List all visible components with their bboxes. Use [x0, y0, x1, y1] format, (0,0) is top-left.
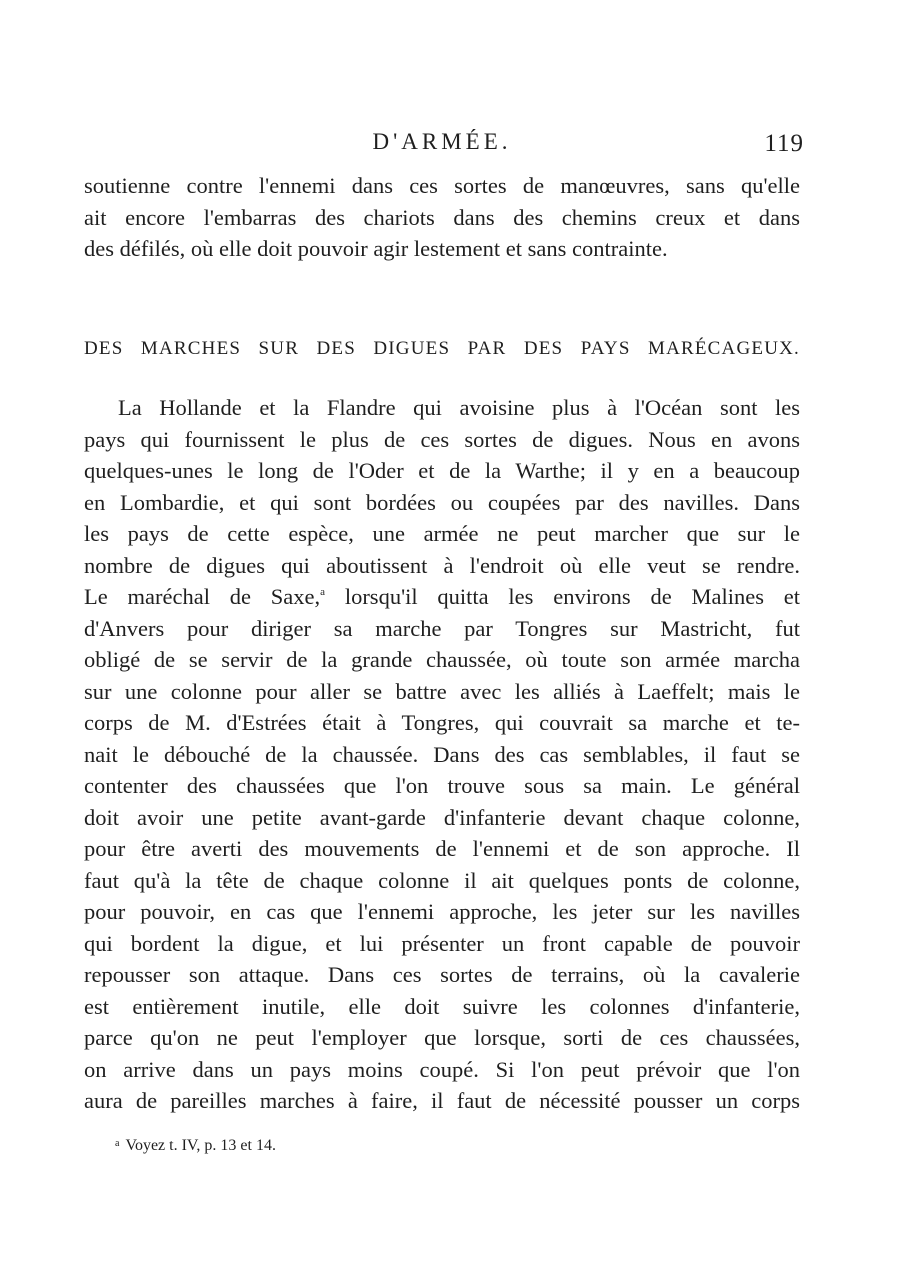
- text-line: nait le débouché de la chaussée. Dans des cas semblables, il faut se: [84, 741, 800, 767]
- continuation-paragraph: [84, 170, 800, 265]
- text-line: les pays de cette espèce, une armée ne peut marcher que sur le: [84, 521, 800, 546]
- text-line: pour être averti des mouvements de l'ennemi et de son approche. Il: [84, 836, 800, 861]
- text-line: aura de pareilles marches à faire, il faut de nécessité pousser un corps: [84, 1088, 800, 1113]
- text-line: parce qu'on ne peut l'employer que lorsque, sorti de ces chaussées,: [84, 1025, 800, 1050]
- text-line: faut qu'à la tête de chaque colonne il ait quelques ponts de colonne,: [84, 867, 800, 893]
- footnote: [115, 1131, 276, 1159]
- text-line: pour pouvoir, en cas que l'ennemi approche, les jeter sur les navilles: [84, 899, 800, 924]
- text-line-content: La Hollande et la Flandre qui avoisine plus à l'Océan sont les: [118, 395, 800, 420]
- section-heading: DES MARCHES SUR DES DIGUES PAR DES PAYS MARÉCAGEUX.: [84, 338, 800, 359]
- text-line: d'Anvers pour diriger sa marche par Tongres sur Mastricht, fut: [84, 615, 800, 641]
- text-line: on arrive dans un pays moins coupé. Si l'on peut prévoir que l'on: [84, 1056, 800, 1082]
- text-line: ait encore l'embarras des chariots dans des chemins creux et dans: [84, 204, 800, 230]
- text-line-content: Le maréchal de Saxe,: [84, 584, 321, 609]
- text-line: en Lombardie, et qui sont bordées ou coupées par des navilles. Dans: [84, 489, 800, 515]
- footnote-mark: a: [115, 1138, 120, 1149]
- text-line: contenter des chaussées que l'on trouve sous sa main. Le général: [84, 773, 800, 798]
- text-line: obligé de se servir de la grande chaussée, où toute son armée marcha: [84, 647, 800, 672]
- text-line: pays qui fournissent le plus de ces sortes de digues. Nous en avons: [84, 426, 800, 452]
- text-line: repousser son attaque. Dans ces sortes de terrains, où la cavalerie: [84, 962, 800, 987]
- running-head: [84, 124, 804, 160]
- text-line: [84, 392, 800, 424]
- footnote-reference: a: [320, 586, 326, 598]
- text-line: corps de M. d'Estrées était à Tongres, qui couvrait sa marche et te-: [84, 710, 800, 735]
- text-line: [84, 581, 800, 613]
- text-line: nombre de digues qui aboutissent à l'endroit où elle veut se rendre.: [84, 552, 800, 578]
- footnote-text: Voyez t. IV, p. 13 et 14.: [125, 1137, 276, 1154]
- running-title: D'ARMÉE.: [372, 129, 512, 154]
- section-paragraph: [84, 392, 800, 1117]
- text-line-content: lorsqu'il quitta les environs de Malines et: [344, 584, 800, 609]
- page-number: 119: [764, 130, 804, 157]
- text-line: doit avoir une petite avant-garde d'infanterie devant chaque colonne,: [84, 804, 800, 830]
- text-line: qui bordent la digue, et lui présenter un front capable de pouvoir: [84, 930, 800, 956]
- text-line: est entièrement inutile, elle doit suivre les colonnes d'infanterie,: [84, 993, 800, 1019]
- text-line: soutienne contre l'ennemi dans ces sortes de manœuvres, sans qu'elle: [84, 173, 800, 198]
- text-line: sur une colonne pour aller se battre avec les alliés à Laeffelt; mais le: [84, 678, 800, 704]
- text-line: quelques-unes le long de l'Oder et de la Warthe; il y en a beaucoup: [84, 458, 800, 483]
- text-line: des défilés, où elle doit pouvoir agir lestement et sans contrainte.: [84, 236, 668, 261]
